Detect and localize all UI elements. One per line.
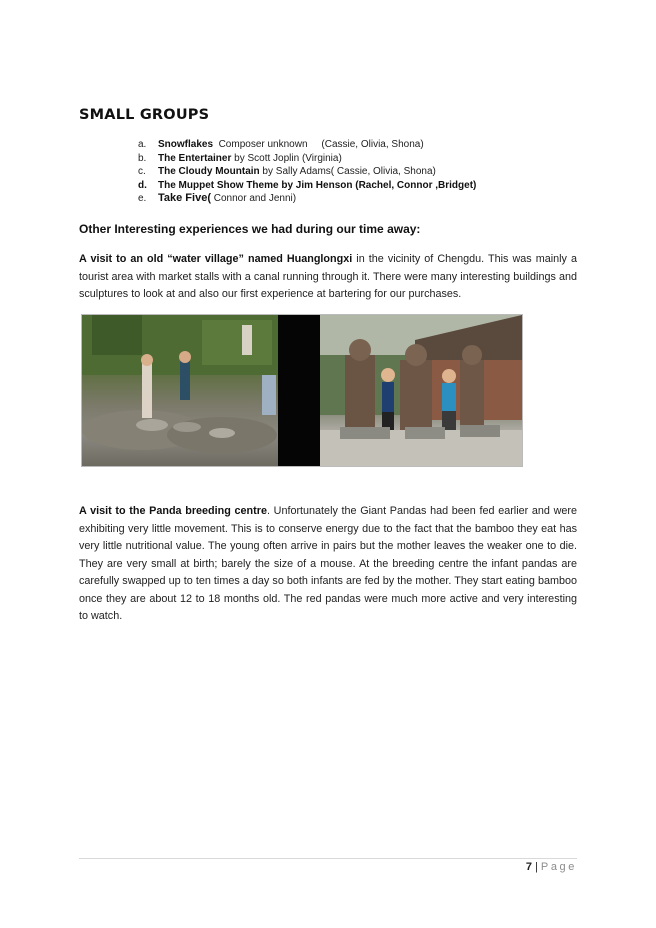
footer-separator: | (535, 861, 538, 873)
song-title: Snowflakes (158, 139, 214, 150)
photo-water-village-scene (82, 315, 278, 466)
photo-gap (278, 315, 320, 466)
song-title: The Cloudy Mountain (158, 166, 260, 178)
song-details: by Jim Henson (Rachel, Connor ,Bridget) (278, 179, 477, 191)
list-marker: a. (138, 139, 147, 150)
page-label: Page (540, 861, 577, 873)
song-details: Connor and Jenni) (211, 193, 297, 205)
list-item (138, 138, 476, 152)
song-details: Composer unknown (Cassie, Olivia, Shona) (213, 139, 424, 150)
subheading: Other Interesting experiences we had during our time away: (79, 222, 421, 236)
page-number: 7 (525, 861, 533, 873)
photo-statues-scene (320, 315, 522, 466)
song-title: The Muppet Show Theme (158, 179, 279, 191)
paragraph-lead: A visit to the Panda breeding centre (79, 505, 267, 517)
paragraph-text: in the vicinity of Chengdu. This was mainly a tourist area with market stalls with a canal running through it. There were many interesting buildings and sculptures to look at and also our first experience at bartering for our purchases. (79, 253, 577, 300)
page-footer (526, 861, 577, 873)
paragraph-text: . Unfortunately the Giant Pandas had been fed earlier and were exhibiting very little movement. This is to conserve energy due to the fact that the bamboo they eat has very little nutritional value. The young often arrive in pairs but the mother leaves the weaker one to die. They are very small at birth; barely the size of a mouse. At the breeding centre the infant pandas are carefully swapped up to ten times a day so both infants are fed by the mother. They start eating bamboo once they are about 12 to 18 months old. The red pandas were much more active and very interesting to watch. (79, 505, 577, 622)
list-item (138, 165, 476, 179)
list-marker: c. (138, 166, 146, 178)
paragraph-panda-centre (79, 503, 577, 626)
section-heading: SMALL GROUPS (79, 107, 210, 123)
list-item (138, 179, 476, 193)
list-item (138, 192, 476, 206)
photo-strip (81, 314, 523, 467)
song-title: Take Five( (158, 192, 211, 205)
song-list (138, 138, 476, 206)
song-title: The Entertainer (158, 152, 232, 164)
list-marker: e. (138, 193, 147, 205)
list-marker: d. (138, 179, 147, 191)
paragraph-water-village (79, 251, 577, 304)
song-details: by Scott Joplin (Virginia) (231, 152, 342, 164)
list-item (138, 152, 476, 166)
footer-divider (79, 858, 577, 859)
photo-statues (320, 315, 522, 466)
list-marker: b. (138, 152, 147, 164)
photo-water-village (82, 315, 278, 466)
song-details: by Sally Adams( Cassie, Olivia, Shona) (259, 166, 436, 178)
paragraph-lead: A visit to an old “water village” named Huanglongxi (79, 253, 353, 265)
